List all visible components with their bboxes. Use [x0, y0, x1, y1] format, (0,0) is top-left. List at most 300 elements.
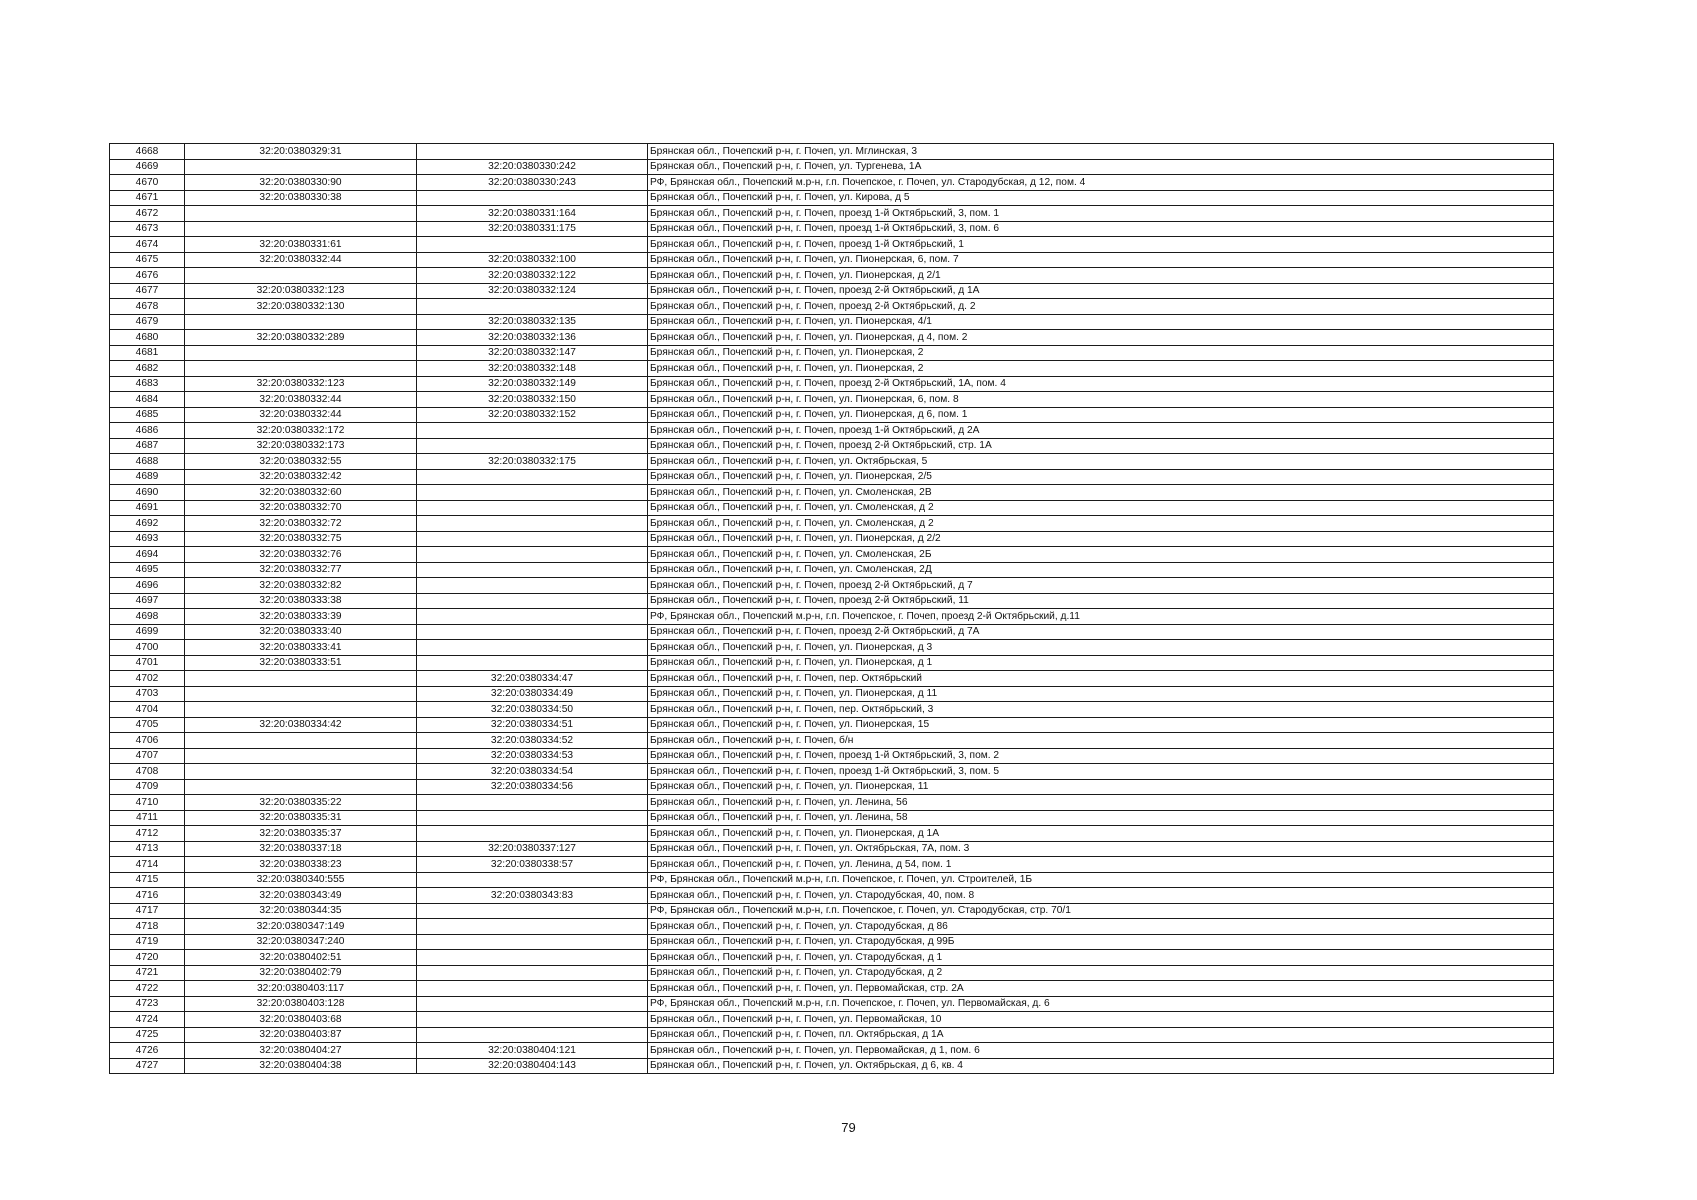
parcel-number-cell: 32:20:0380344:35	[185, 903, 417, 919]
row-number-cell: 4669	[110, 159, 185, 175]
address-cell: Брянская обл., Почепский р-н, г. Почеп, ул. Пионерская, 2	[648, 345, 1554, 361]
row-number-cell: 4680	[110, 330, 185, 346]
parcel-number-cell: 32:20:0380347:240	[185, 934, 417, 950]
table-row	[110, 779, 1554, 795]
building-number-cell	[417, 609, 648, 625]
building-number-cell: 32:20:0380404:143	[417, 1058, 648, 1074]
building-number-cell	[417, 516, 648, 532]
address-cell: Брянская обл., Почепский р-н, г. Почеп, ул. Стародубская, 40, пом. 8	[648, 888, 1554, 904]
row-number-cell: 4685	[110, 407, 185, 423]
building-number-cell	[417, 547, 648, 563]
row-number-cell: 4683	[110, 376, 185, 392]
building-number-cell: 32:20:0380330:243	[417, 175, 648, 191]
address-cell: Брянская обл., Почепский р-н, г. Почеп, ул. Смоленская, 2Д	[648, 562, 1554, 578]
address-cell: Брянская обл., Почепский р-н, г. Почеп, проезд 1-й Октябрьский, 3, пом. 5	[648, 764, 1554, 780]
table-row	[110, 330, 1554, 346]
address-cell: Брянская обл., Почепский р-н, г. Почеп, ул. Пионерская, д 4, пом. 2	[648, 330, 1554, 346]
table-row	[110, 547, 1554, 563]
row-number-cell: 4723	[110, 996, 185, 1012]
building-number-cell	[417, 1027, 648, 1043]
parcel-number-cell: 32:20:0380332:123	[185, 283, 417, 299]
address-cell: Брянская обл., Почепский р-н, г. Почеп, ул. Пионерская, 2/5	[648, 469, 1554, 485]
row-number-cell: 4698	[110, 609, 185, 625]
address-cell: Брянская обл., Почепский р-н, г. Почеп, ул. Смоленская, д 2	[648, 516, 1554, 532]
address-cell: Брянская обл., Почепский р-н, г. Почеп, ул. Пионерская, д 2/2	[648, 531, 1554, 547]
table-row	[110, 175, 1554, 191]
parcel-number-cell	[185, 314, 417, 330]
table-row	[110, 965, 1554, 981]
building-number-cell	[417, 919, 648, 935]
row-number-cell: 4671	[110, 190, 185, 206]
table-row	[110, 314, 1554, 330]
row-number-cell: 4679	[110, 314, 185, 330]
address-cell: Брянская обл., Почепский р-н, г. Почеп, ул. Пионерская, д 11	[648, 686, 1554, 702]
table-row	[110, 996, 1554, 1012]
address-cell: Брянская обл., Почепский р-н, г. Почеп, проезд 2-й Октябрьский, д 1А	[648, 283, 1554, 299]
table-row	[110, 764, 1554, 780]
row-number-cell: 4712	[110, 826, 185, 842]
parcel-number-cell: 32:20:0380330:38	[185, 190, 417, 206]
building-number-cell: 32:20:0380334:52	[417, 733, 648, 749]
parcel-number-cell: 32:20:0380333:51	[185, 655, 417, 671]
building-number-cell: 32:20:0380332:122	[417, 268, 648, 284]
row-number-cell: 4725	[110, 1027, 185, 1043]
row-number-cell: 4678	[110, 299, 185, 315]
parcel-number-cell	[185, 268, 417, 284]
table-row	[110, 578, 1554, 594]
parcel-number-cell	[185, 733, 417, 749]
row-number-cell: 4689	[110, 469, 185, 485]
parcel-number-cell: 32:20:0380403:68	[185, 1012, 417, 1028]
table-row	[110, 438, 1554, 454]
address-cell: Брянская обл., Почепский р-н, г. Почеп, ул. Смоленская, 2Б	[648, 547, 1554, 563]
table-row	[110, 810, 1554, 826]
parcel-number-cell: 32:20:0380332:44	[185, 407, 417, 423]
address-cell: Брянская обл., Почепский р-н, г. Почеп, ул. Октябрьская, д 6, кв. 4	[648, 1058, 1554, 1074]
address-cell: Брянская обл., Почепский р-н, г. Почеп, проезд 1-й Октябрьский, 3, пом. 1	[648, 206, 1554, 222]
table-row	[110, 934, 1554, 950]
address-cell: Брянская обл., Почепский р-н, г. Почеп, ул. Октябрьская, 5	[648, 454, 1554, 470]
address-cell: РФ, Брянская обл., Почепский м.р-н, г.п. Почепское, г. Почеп, ул. Строителей, 1Б	[648, 872, 1554, 888]
parcel-number-cell: 32:20:0380332:173	[185, 438, 417, 454]
parcel-number-cell: 32:20:0380332:123	[185, 376, 417, 392]
table-row	[110, 733, 1554, 749]
table-row	[110, 407, 1554, 423]
parcel-number-cell: 32:20:0380332:42	[185, 469, 417, 485]
row-number-cell: 4720	[110, 950, 185, 966]
table-row	[110, 1043, 1554, 1059]
table-row	[110, 206, 1554, 222]
row-number-cell: 4701	[110, 655, 185, 671]
cadastral-table	[109, 143, 1554, 1074]
building-number-cell	[417, 423, 648, 439]
building-number-cell: 32:20:0380338:57	[417, 857, 648, 873]
row-number-cell: 4676	[110, 268, 185, 284]
table-row	[110, 593, 1554, 609]
address-cell: Брянская обл., Почепский р-н, г. Почеп, ул. Мглинская, 3	[648, 144, 1554, 160]
parcel-number-cell: 32:20:0380343:49	[185, 888, 417, 904]
building-number-cell	[417, 810, 648, 826]
table-row	[110, 190, 1554, 206]
building-number-cell	[417, 485, 648, 501]
address-cell: Брянская обл., Почепский р-н, г. Почеп, ул. Смоленская, д 2	[648, 500, 1554, 516]
parcel-number-cell	[185, 361, 417, 377]
table-row	[110, 872, 1554, 888]
building-number-cell	[417, 950, 648, 966]
address-cell: РФ, Брянская обл., Почепский м.р-н, г.п. Почепское, г. Почеп, ул. Стародубская, д 12, пом. 4	[648, 175, 1554, 191]
parcel-number-cell	[185, 159, 417, 175]
parcel-number-cell: 32:20:0380347:149	[185, 919, 417, 935]
building-number-cell	[417, 299, 648, 315]
building-number-cell	[417, 872, 648, 888]
building-number-cell	[417, 237, 648, 253]
table-row	[110, 1012, 1554, 1028]
row-number-cell: 4694	[110, 547, 185, 563]
building-number-cell	[417, 562, 648, 578]
row-number-cell: 4673	[110, 221, 185, 237]
table-row	[110, 500, 1554, 516]
building-number-cell	[417, 934, 648, 950]
address-cell: Брянская обл., Почепский р-н, г. Почеп, проезд 1-й Октябрьский, 1	[648, 237, 1554, 253]
building-number-cell: 32:20:0380334:56	[417, 779, 648, 795]
building-number-cell	[417, 144, 648, 160]
parcel-number-cell	[185, 345, 417, 361]
table-row	[110, 686, 1554, 702]
parcel-number-cell: 32:20:0380332:55	[185, 454, 417, 470]
table-row	[110, 841, 1554, 857]
address-cell: Брянская обл., Почепский р-н, г. Почеп, ул. Ленина, 56	[648, 795, 1554, 811]
table-row	[110, 1027, 1554, 1043]
parcel-number-cell: 32:20:0380402:51	[185, 950, 417, 966]
building-number-cell	[417, 640, 648, 656]
row-number-cell: 4684	[110, 392, 185, 408]
table-row	[110, 361, 1554, 377]
row-number-cell: 4668	[110, 144, 185, 160]
parcel-number-cell: 32:20:0380332:44	[185, 252, 417, 268]
row-number-cell: 4704	[110, 702, 185, 718]
parcel-number-cell: 32:20:0380329:31	[185, 144, 417, 160]
address-cell: Брянская обл., Почепский р-н, г. Почеп, ул. Первомайская, стр. 2А	[648, 981, 1554, 997]
row-number-cell: 4703	[110, 686, 185, 702]
table-row	[110, 640, 1554, 656]
table-row	[110, 516, 1554, 532]
table-body	[110, 144, 1554, 1074]
table-row	[110, 299, 1554, 315]
table-row	[110, 981, 1554, 997]
parcel-number-cell: 32:20:0380332:76	[185, 547, 417, 563]
table-row	[110, 221, 1554, 237]
parcel-number-cell: 32:20:0380332:130	[185, 299, 417, 315]
parcel-number-cell: 32:20:0380333:40	[185, 624, 417, 640]
parcel-number-cell	[185, 702, 417, 718]
building-number-cell: 32:20:0380332:100	[417, 252, 648, 268]
building-number-cell: 32:20:0380343:83	[417, 888, 648, 904]
row-number-cell: 4707	[110, 748, 185, 764]
address-cell: Брянская обл., Почепский р-н, г. Почеп, ул. Первомайская, 10	[648, 1012, 1554, 1028]
parcel-number-cell: 32:20:0380404:27	[185, 1043, 417, 1059]
table-row	[110, 268, 1554, 284]
address-cell: Брянская обл., Почепский р-н, г. Почеп, ул. Пионерская, д 2/1	[648, 268, 1554, 284]
row-number-cell: 4693	[110, 531, 185, 547]
parcel-number-cell: 32:20:0380332:82	[185, 578, 417, 594]
row-number-cell: 4690	[110, 485, 185, 501]
address-cell: Брянская обл., Почепский р-н, г. Почеп, ул. Тургенева, 1А	[648, 159, 1554, 175]
row-number-cell: 4717	[110, 903, 185, 919]
parcel-number-cell: 32:20:0380333:39	[185, 609, 417, 625]
parcel-number-cell	[185, 748, 417, 764]
address-cell: Брянская обл., Почепский р-н, г. Почеп, ул. Стародубская, д 1	[648, 950, 1554, 966]
table-row	[110, 423, 1554, 439]
address-cell: Брянская обл., Почепский р-н, г. Почеп, ул. Пионерская, 11	[648, 779, 1554, 795]
parcel-number-cell: 32:20:0380404:38	[185, 1058, 417, 1074]
table-row	[110, 919, 1554, 935]
parcel-number-cell: 32:20:0380340:555	[185, 872, 417, 888]
address-cell: Брянская обл., Почепский р-н, г. Почеп, пер. Октябрьский, 3	[648, 702, 1554, 718]
table-row	[110, 159, 1554, 175]
parcel-number-cell: 32:20:0380338:23	[185, 857, 417, 873]
table-row	[110, 392, 1554, 408]
building-number-cell: 32:20:0380332:124	[417, 283, 648, 299]
table-row	[110, 655, 1554, 671]
row-number-cell: 4724	[110, 1012, 185, 1028]
row-number-cell: 4674	[110, 237, 185, 253]
table-row	[110, 237, 1554, 253]
building-number-cell: 32:20:0380334:49	[417, 686, 648, 702]
row-number-cell: 4710	[110, 795, 185, 811]
address-cell: Брянская обл., Почепский р-н, г. Почеп, ул. Первомайская, д 1, пом. 6	[648, 1043, 1554, 1059]
address-cell: Брянская обл., Почепский р-н, г. Почеп, ул. Кирова, д 5	[648, 190, 1554, 206]
building-number-cell	[417, 190, 648, 206]
building-number-cell	[417, 531, 648, 547]
table-row	[110, 531, 1554, 547]
address-cell: Брянская обл., Почепский р-н, г. Почеп, ул. Пионерская, 6, пом. 8	[648, 392, 1554, 408]
row-number-cell: 4670	[110, 175, 185, 191]
row-number-cell: 4709	[110, 779, 185, 795]
row-number-cell: 4697	[110, 593, 185, 609]
address-cell: Брянская обл., Почепский р-н, г. Почеп, проезд 2-й Октябрьский, стр. 1А	[648, 438, 1554, 454]
parcel-number-cell: 32:20:0380332:72	[185, 516, 417, 532]
building-number-cell	[417, 1012, 648, 1028]
parcel-number-cell: 32:20:0380337:18	[185, 841, 417, 857]
table-row	[110, 1058, 1554, 1074]
address-cell: Брянская обл., Почепский р-н, г. Почеп, ул. Пионерская, 6, пом. 7	[648, 252, 1554, 268]
table-row	[110, 609, 1554, 625]
address-cell: Брянская обл., Почепский р-н, г. Почеп, ул. Смоленская, 2В	[648, 485, 1554, 501]
table-row	[110, 717, 1554, 733]
row-number-cell: 4715	[110, 872, 185, 888]
address-cell: Брянская обл., Почепский р-н, г. Почеп, ул. Пионерская, 2	[648, 361, 1554, 377]
building-number-cell: 32:20:0380334:54	[417, 764, 648, 780]
address-cell: Брянская обл., Почепский р-н, г. Почеп, ул. Пионерская, д 6, пом. 1	[648, 407, 1554, 423]
address-cell: Брянская обл., Почепский р-н, г. Почеп, проезд 1-й Октябрьский, д 2А	[648, 423, 1554, 439]
table-row	[110, 144, 1554, 160]
table-row	[110, 671, 1554, 687]
address-cell: Брянская обл., Почепский р-н, г. Почеп, ул. Октябрьская, 7А, пом. 3	[648, 841, 1554, 857]
building-number-cell	[417, 438, 648, 454]
row-number-cell: 4719	[110, 934, 185, 950]
table-row	[110, 826, 1554, 842]
address-cell: Брянская обл., Почепский р-н, г. Почеп, пер. Октябрьский	[648, 671, 1554, 687]
table-row	[110, 795, 1554, 811]
parcel-number-cell: 32:20:0380330:90	[185, 175, 417, 191]
address-cell: Брянская обл., Почепский р-н, г. Почеп, проезд 2-й Октябрьский, д 7	[648, 578, 1554, 594]
row-number-cell: 4718	[110, 919, 185, 935]
building-number-cell	[417, 655, 648, 671]
table-row	[110, 888, 1554, 904]
address-cell: РФ, Брянская обл., Почепский м.р-н, г.п. Почепское, г. Почеп, ул. Стародубская, стр. 70/1	[648, 903, 1554, 919]
parcel-number-cell: 32:20:0380332:75	[185, 531, 417, 547]
building-number-cell: 32:20:0380334:53	[417, 748, 648, 764]
row-number-cell: 4692	[110, 516, 185, 532]
row-number-cell: 4675	[110, 252, 185, 268]
address-cell: Брянская обл., Почепский р-н, г. Почеп, ул. Пионерская, д 1А	[648, 826, 1554, 842]
table-row	[110, 950, 1554, 966]
parcel-number-cell: 32:20:0380335:22	[185, 795, 417, 811]
row-number-cell: 4713	[110, 841, 185, 857]
address-cell: РФ, Брянская обл., Почепский м.р-н, г.п. Почепское, г. Почеп, проезд 2-й Октябрьский, д.11	[648, 609, 1554, 625]
parcel-number-cell	[185, 779, 417, 795]
row-number-cell: 4696	[110, 578, 185, 594]
building-number-cell	[417, 593, 648, 609]
building-number-cell: 32:20:0380337:127	[417, 841, 648, 857]
parcel-number-cell: 32:20:0380333:41	[185, 640, 417, 656]
row-number-cell: 4687	[110, 438, 185, 454]
address-cell: Брянская обл., Почепский р-н, г. Почеп, ул. Пионерская, 15	[648, 717, 1554, 733]
address-cell: Брянская обл., Почепский р-н, г. Почеп, проезд 2-й Октябрьский, д 7А	[648, 624, 1554, 640]
row-number-cell: 4672	[110, 206, 185, 222]
building-number-cell	[417, 996, 648, 1012]
row-number-cell: 4711	[110, 810, 185, 826]
parcel-number-cell: 32:20:0380333:38	[185, 593, 417, 609]
row-number-cell: 4721	[110, 965, 185, 981]
table-row	[110, 376, 1554, 392]
building-number-cell: 32:20:0380334:51	[417, 717, 648, 733]
building-number-cell: 32:20:0380332:152	[417, 407, 648, 423]
building-number-cell: 32:20:0380332:147	[417, 345, 648, 361]
building-number-cell: 32:20:0380334:50	[417, 702, 648, 718]
table-row	[110, 469, 1554, 485]
parcel-number-cell: 32:20:0380332:172	[185, 423, 417, 439]
building-number-cell: 32:20:0380334:47	[417, 671, 648, 687]
address-cell: Брянская обл., Почепский р-н, г. Почеп, ул. Ленина, д 54, пом. 1	[648, 857, 1554, 873]
table-row	[110, 702, 1554, 718]
row-number-cell: 4702	[110, 671, 185, 687]
page-number: 79	[841, 1120, 856, 1135]
address-cell: Брянская обл., Почепский р-н, г. Почеп, проезд 1-й Октябрьский, 3, пом. 2	[648, 748, 1554, 764]
row-number-cell: 4706	[110, 733, 185, 749]
table-row	[110, 454, 1554, 470]
address-cell: Брянская обл., Почепский р-н, г. Почеп, ул. Пионерская, 4/1	[648, 314, 1554, 330]
building-number-cell	[417, 500, 648, 516]
table-row	[110, 283, 1554, 299]
table-row	[110, 624, 1554, 640]
parcel-number-cell: 32:20:0380335:37	[185, 826, 417, 842]
row-number-cell: 4714	[110, 857, 185, 873]
row-number-cell: 4708	[110, 764, 185, 780]
parcel-number-cell: 32:20:0380334:42	[185, 717, 417, 733]
table-row	[110, 903, 1554, 919]
building-number-cell	[417, 578, 648, 594]
parcel-number-cell: 32:20:0380335:31	[185, 810, 417, 826]
building-number-cell	[417, 903, 648, 919]
table-row	[110, 748, 1554, 764]
parcel-number-cell	[185, 764, 417, 780]
row-number-cell: 4688	[110, 454, 185, 470]
table-row	[110, 252, 1554, 268]
building-number-cell	[417, 965, 648, 981]
row-number-cell: 4686	[110, 423, 185, 439]
building-number-cell	[417, 624, 648, 640]
building-number-cell: 32:20:0380332:150	[417, 392, 648, 408]
building-number-cell: 32:20:0380332:175	[417, 454, 648, 470]
parcel-number-cell	[185, 206, 417, 222]
parcel-number-cell: 32:20:0380402:79	[185, 965, 417, 981]
building-number-cell	[417, 795, 648, 811]
parcel-number-cell: 32:20:0380332:44	[185, 392, 417, 408]
row-number-cell: 4682	[110, 361, 185, 377]
building-number-cell: 32:20:0380331:175	[417, 221, 648, 237]
parcel-number-cell: 32:20:0380332:70	[185, 500, 417, 516]
address-cell: Брянская обл., Почепский р-н, г. Почеп, проезд 1-й Октябрьский, 3, пом. 6	[648, 221, 1554, 237]
row-number-cell: 4691	[110, 500, 185, 516]
address-cell: Брянская обл., Почепский р-н, г. Почеп, пл. Октябрьская, д 1А	[648, 1027, 1554, 1043]
address-cell: Брянская обл., Почепский р-н, г. Почеп, ул. Пионерская, д 1	[648, 655, 1554, 671]
row-number-cell: 4722	[110, 981, 185, 997]
building-number-cell	[417, 981, 648, 997]
building-number-cell: 32:20:0380332:136	[417, 330, 648, 346]
parcel-number-cell	[185, 686, 417, 702]
address-cell: Брянская обл., Почепский р-н, г. Почеп, ул. Стародубская, д 86	[648, 919, 1554, 935]
address-cell: Брянская обл., Почепский р-н, г. Почеп, ул. Пионерская, д 3	[648, 640, 1554, 656]
row-number-cell: 4716	[110, 888, 185, 904]
parcel-number-cell: 32:20:0380332:289	[185, 330, 417, 346]
building-number-cell: 32:20:0380331:164	[417, 206, 648, 222]
building-number-cell: 32:20:0380332:148	[417, 361, 648, 377]
row-number-cell: 4695	[110, 562, 185, 578]
address-cell: Брянская обл., Почепский р-н, г. Почеп, ул. Ленина, 58	[648, 810, 1554, 826]
parcel-number-cell: 32:20:0380403:128	[185, 996, 417, 1012]
parcel-number-cell: 32:20:0380332:77	[185, 562, 417, 578]
table-row	[110, 857, 1554, 873]
building-number-cell	[417, 826, 648, 842]
table-row	[110, 485, 1554, 501]
row-number-cell: 4700	[110, 640, 185, 656]
table-row	[110, 345, 1554, 361]
address-cell: РФ, Брянская обл., Почепский м.р-н, г.п. Почепское, г. Почеп, ул. Первомайская, д. 6	[648, 996, 1554, 1012]
row-number-cell: 4727	[110, 1058, 185, 1074]
building-number-cell	[417, 469, 648, 485]
parcel-number-cell: 32:20:0380331:61	[185, 237, 417, 253]
row-number-cell: 4705	[110, 717, 185, 733]
building-number-cell: 32:20:0380332:135	[417, 314, 648, 330]
address-cell: Брянская обл., Почепский р-н, г. Почеп, проезд 2-й Октябрьский, 1А, пом. 4	[648, 376, 1554, 392]
address-cell: Брянская обл., Почепский р-н, г. Почеп, ул. Стародубская, д 2	[648, 965, 1554, 981]
parcel-number-cell: 32:20:0380332:60	[185, 485, 417, 501]
building-number-cell: 32:20:0380404:121	[417, 1043, 648, 1059]
address-cell: Брянская обл., Почепский р-н, г. Почеп, проезд 2-й Октябрьский, д. 2	[648, 299, 1554, 315]
address-cell: Брянская обл., Почепский р-н, г. Почеп, ул. Стародубская, д 99Б	[648, 934, 1554, 950]
row-number-cell: 4681	[110, 345, 185, 361]
row-number-cell: 4699	[110, 624, 185, 640]
parcel-number-cell: 32:20:0380403:117	[185, 981, 417, 997]
address-cell: Брянская обл., Почепский р-н, г. Почеп, б/н	[648, 733, 1554, 749]
building-number-cell: 32:20:0380330:242	[417, 159, 648, 175]
building-number-cell: 32:20:0380332:149	[417, 376, 648, 392]
address-cell: Брянская обл., Почепский р-н, г. Почеп, проезд 2-й Октябрьский, 11	[648, 593, 1554, 609]
parcel-number-cell: 32:20:0380403:87	[185, 1027, 417, 1043]
parcel-number-cell	[185, 671, 417, 687]
row-number-cell: 4677	[110, 283, 185, 299]
